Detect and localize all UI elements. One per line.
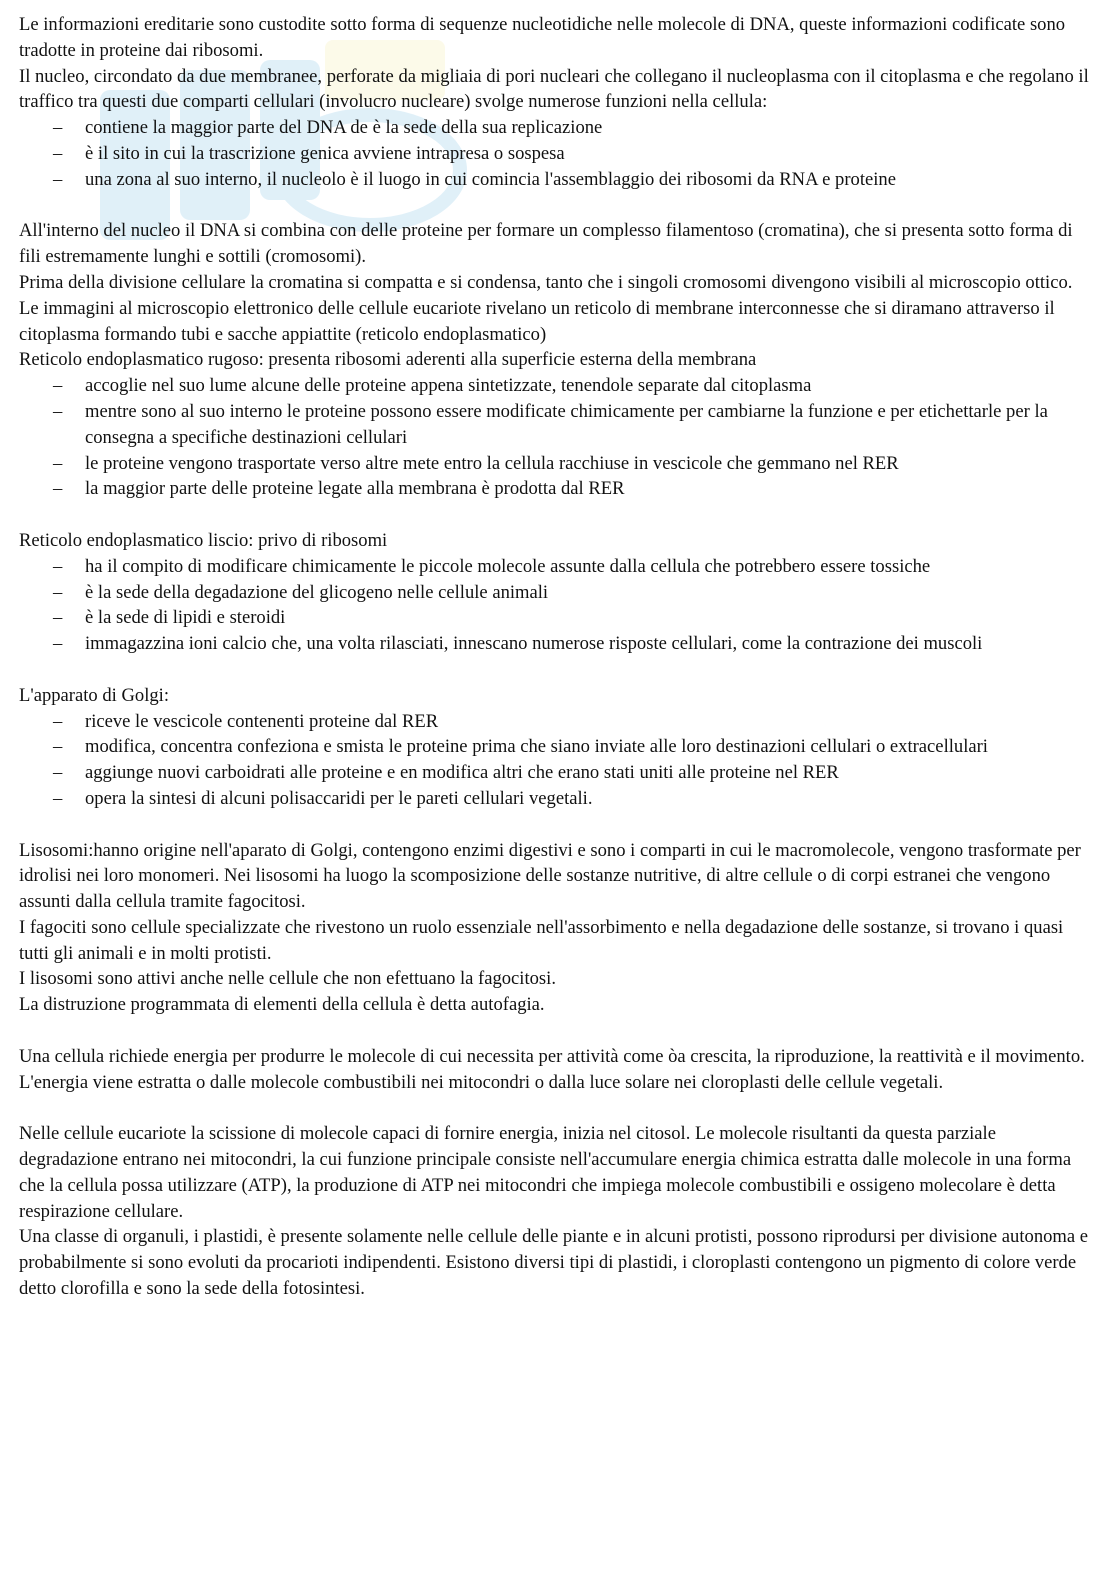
paragraph: Prima della divisione cellulare la cromatina si compatta e si condensa, tanto che i singoli cromosomi divengono visibili al microscopio ottico.	[19, 271, 1073, 293]
paragraph: Una cellula richiede energia per produrre le molecole di cui necessita per attività come òa crescita, la riproduzione, la reattività e il movimento. L'energia viene estratta o dalle molecole combustibili nei mitocondri o dalla luce solare nei cloroplasti delle cellule vegetali.	[19, 1045, 1085, 1093]
list-item: – ha il compito di modificare chimicamente le piccole molecole assunte dalla cellula che potrebbero essere tossiche	[19, 554, 1091, 580]
bullet-list	[19, 709, 1091, 812]
list-item: – le proteine vengono trasportate verso altre mete entro la cellula racchiuse in vescicole che gemmano nel RER	[19, 451, 1091, 477]
paragraph: Nelle cellule eucariote la scissione di molecole capaci di fornire energia, inizia nel citosol. Le molecole risultanti da questa parziale degradazione entrano nei mitocondri, la cui funzione principale consiste nell'accumulare energia chimica estratta dalle molecole in una forma che la cellula possa utilizzare (ATP), la produzione di ATP nei mitocondri che impiega molecole combustibili e ossigeno molecolare è detta respirazione cellulare.	[19, 1123, 1072, 1222]
list-item: – aggiunge nuovi carboidrati alle proteine e en modifica altri che erano stati uniti alle proteine nel RER	[19, 760, 1091, 786]
list-item: – è il sito in cui la trascrizione genica avviene intrapresa o sospesa	[19, 141, 1091, 167]
list-item: – mentre sono al suo interno le proteine possono essere modificate chimicamente per cambiarne la funzione e per etichettarle per la consegna a specifiche destinazioni cellulari	[19, 399, 1091, 451]
blank-line	[19, 657, 1091, 683]
list-item: – contiene la maggior parte del DNA de è la sede della sua replicazione	[19, 115, 1091, 141]
blank-line	[19, 502, 1091, 528]
bullet-list	[19, 373, 1091, 502]
paragraph: Reticolo endoplasmatico liscio: privo di ribosomi	[19, 529, 388, 551]
paragraph: Reticolo endoplasmatico rugoso: presenta ribosomi aderenti alla superficie esterna della membrana	[19, 349, 757, 371]
paragraph: All'interno del nucleo il DNA si combina con delle proteine per formare un complesso filamentoso (cromatina), che si presenta sotto forma di fili estremamente lunghi e sottili (cromosomi).	[19, 220, 1073, 268]
list-item: – la maggior parte delle proteine legate alla membrana è prodotta dal RER	[19, 476, 1091, 502]
paragraph: Le informazioni ereditarie sono custodite sotto forma di sequenze nucleotidiche nelle molecole di DNA, queste informazioni codificate sono tradotte in proteine dai ribosomi.	[19, 14, 1066, 61]
paragraph: Lisosomi:hanno origine nell'aparato di Golgi, contengono enzimi digestivi e sono i comparti in cui le macromolecole, vengono trasformate per idrolisi nei loro monomeri. Nei lisosomi ha luogo la scomposizione delle sostanze nutritive, di altre cellule o di corpi estranei che vengono assunti dalla cellula tramite fagocitosi.	[19, 839, 1081, 913]
bullet-list	[19, 554, 1091, 657]
bullet-list	[19, 115, 1091, 192]
blank-line	[19, 812, 1091, 838]
paragraph: I fagociti sono cellule specializzate che rivestono un ruolo essenziale nell'assorbimento e nella degadazione delle sostanze, si trovano i quasi tutti gli animali e in molti protisti.	[19, 916, 1064, 964]
paragraph: La distruzione programmata di elementi della cellula è detta autofagia.	[19, 994, 545, 1016]
list-item: – immagazzina ioni calcio che, una volta rilasciati, innescano numerose risposte cellulari, come la contrazione dei muscoli	[19, 631, 1091, 657]
list-item: – opera la sintesi di alcuni polisaccaridi per le pareti cellulari vegetali.	[19, 786, 1091, 812]
document-body	[19, 12, 1091, 1302]
paragraph: Le immagini al microscopio elettronico delle cellule eucariote rivelano un reticolo di membrane interconnesse che si diramano attraverso il citoplasma formando tubi e sacche appiattite (reticolo endoplasmatico)	[19, 297, 1055, 345]
blank-line	[19, 1018, 1091, 1044]
paragraph: I lisosomi sono attivi anche nelle cellule che non efettuano la fagocitosi.	[19, 968, 556, 990]
blank-line	[19, 1095, 1091, 1121]
blank-line	[19, 193, 1091, 219]
paragraph: L'apparato di Golgi:	[19, 684, 169, 706]
list-item: – una zona al suo interno, il nucleolo è il luogo in cui comincia l'assemblaggio dei ribosomi da RNA e proteine	[19, 167, 1091, 193]
paragraph: Una classe di organuli, i plastidi, è presente solamente nelle cellule delle piante e in alcuni protisti, possono riprodursi per divisione autonoma e probabilmente si sono evoluti da procarioti indipendenti. Esistono diversi tipi di plastidi, i cloroplasti contengono un pigmento di colore verde detto clorofilla e sono la sede della fotosintesi.	[19, 1226, 1089, 1300]
list-item: – riceve le vescicole contenenti proteine dal RER	[19, 709, 1091, 735]
list-item: – è la sede della degadazione del glicogeno nelle cellule animali	[19, 580, 1091, 606]
list-item: – modifica, concentra confeziona e smista le proteine prima che siano inviate alle loro destinazioni cellulari o extracellulari	[19, 734, 1091, 760]
list-item: – è la sede di lipidi e steroidi	[19, 605, 1091, 631]
paragraph: Il nucleo, circondato da due membranee, perforate da migliaia di pori nucleari che collegano il nucleoplasma con il citoplasma e che regolano il traffico tra questi due comparti cellulari (involucro nucleare) svolge numerose funzioni nella cellula:	[19, 65, 1089, 113]
list-item: – accoglie nel suo lume alcune delle proteine appena sintetizzate, tenendole separate dal citoplasma	[19, 373, 1091, 399]
